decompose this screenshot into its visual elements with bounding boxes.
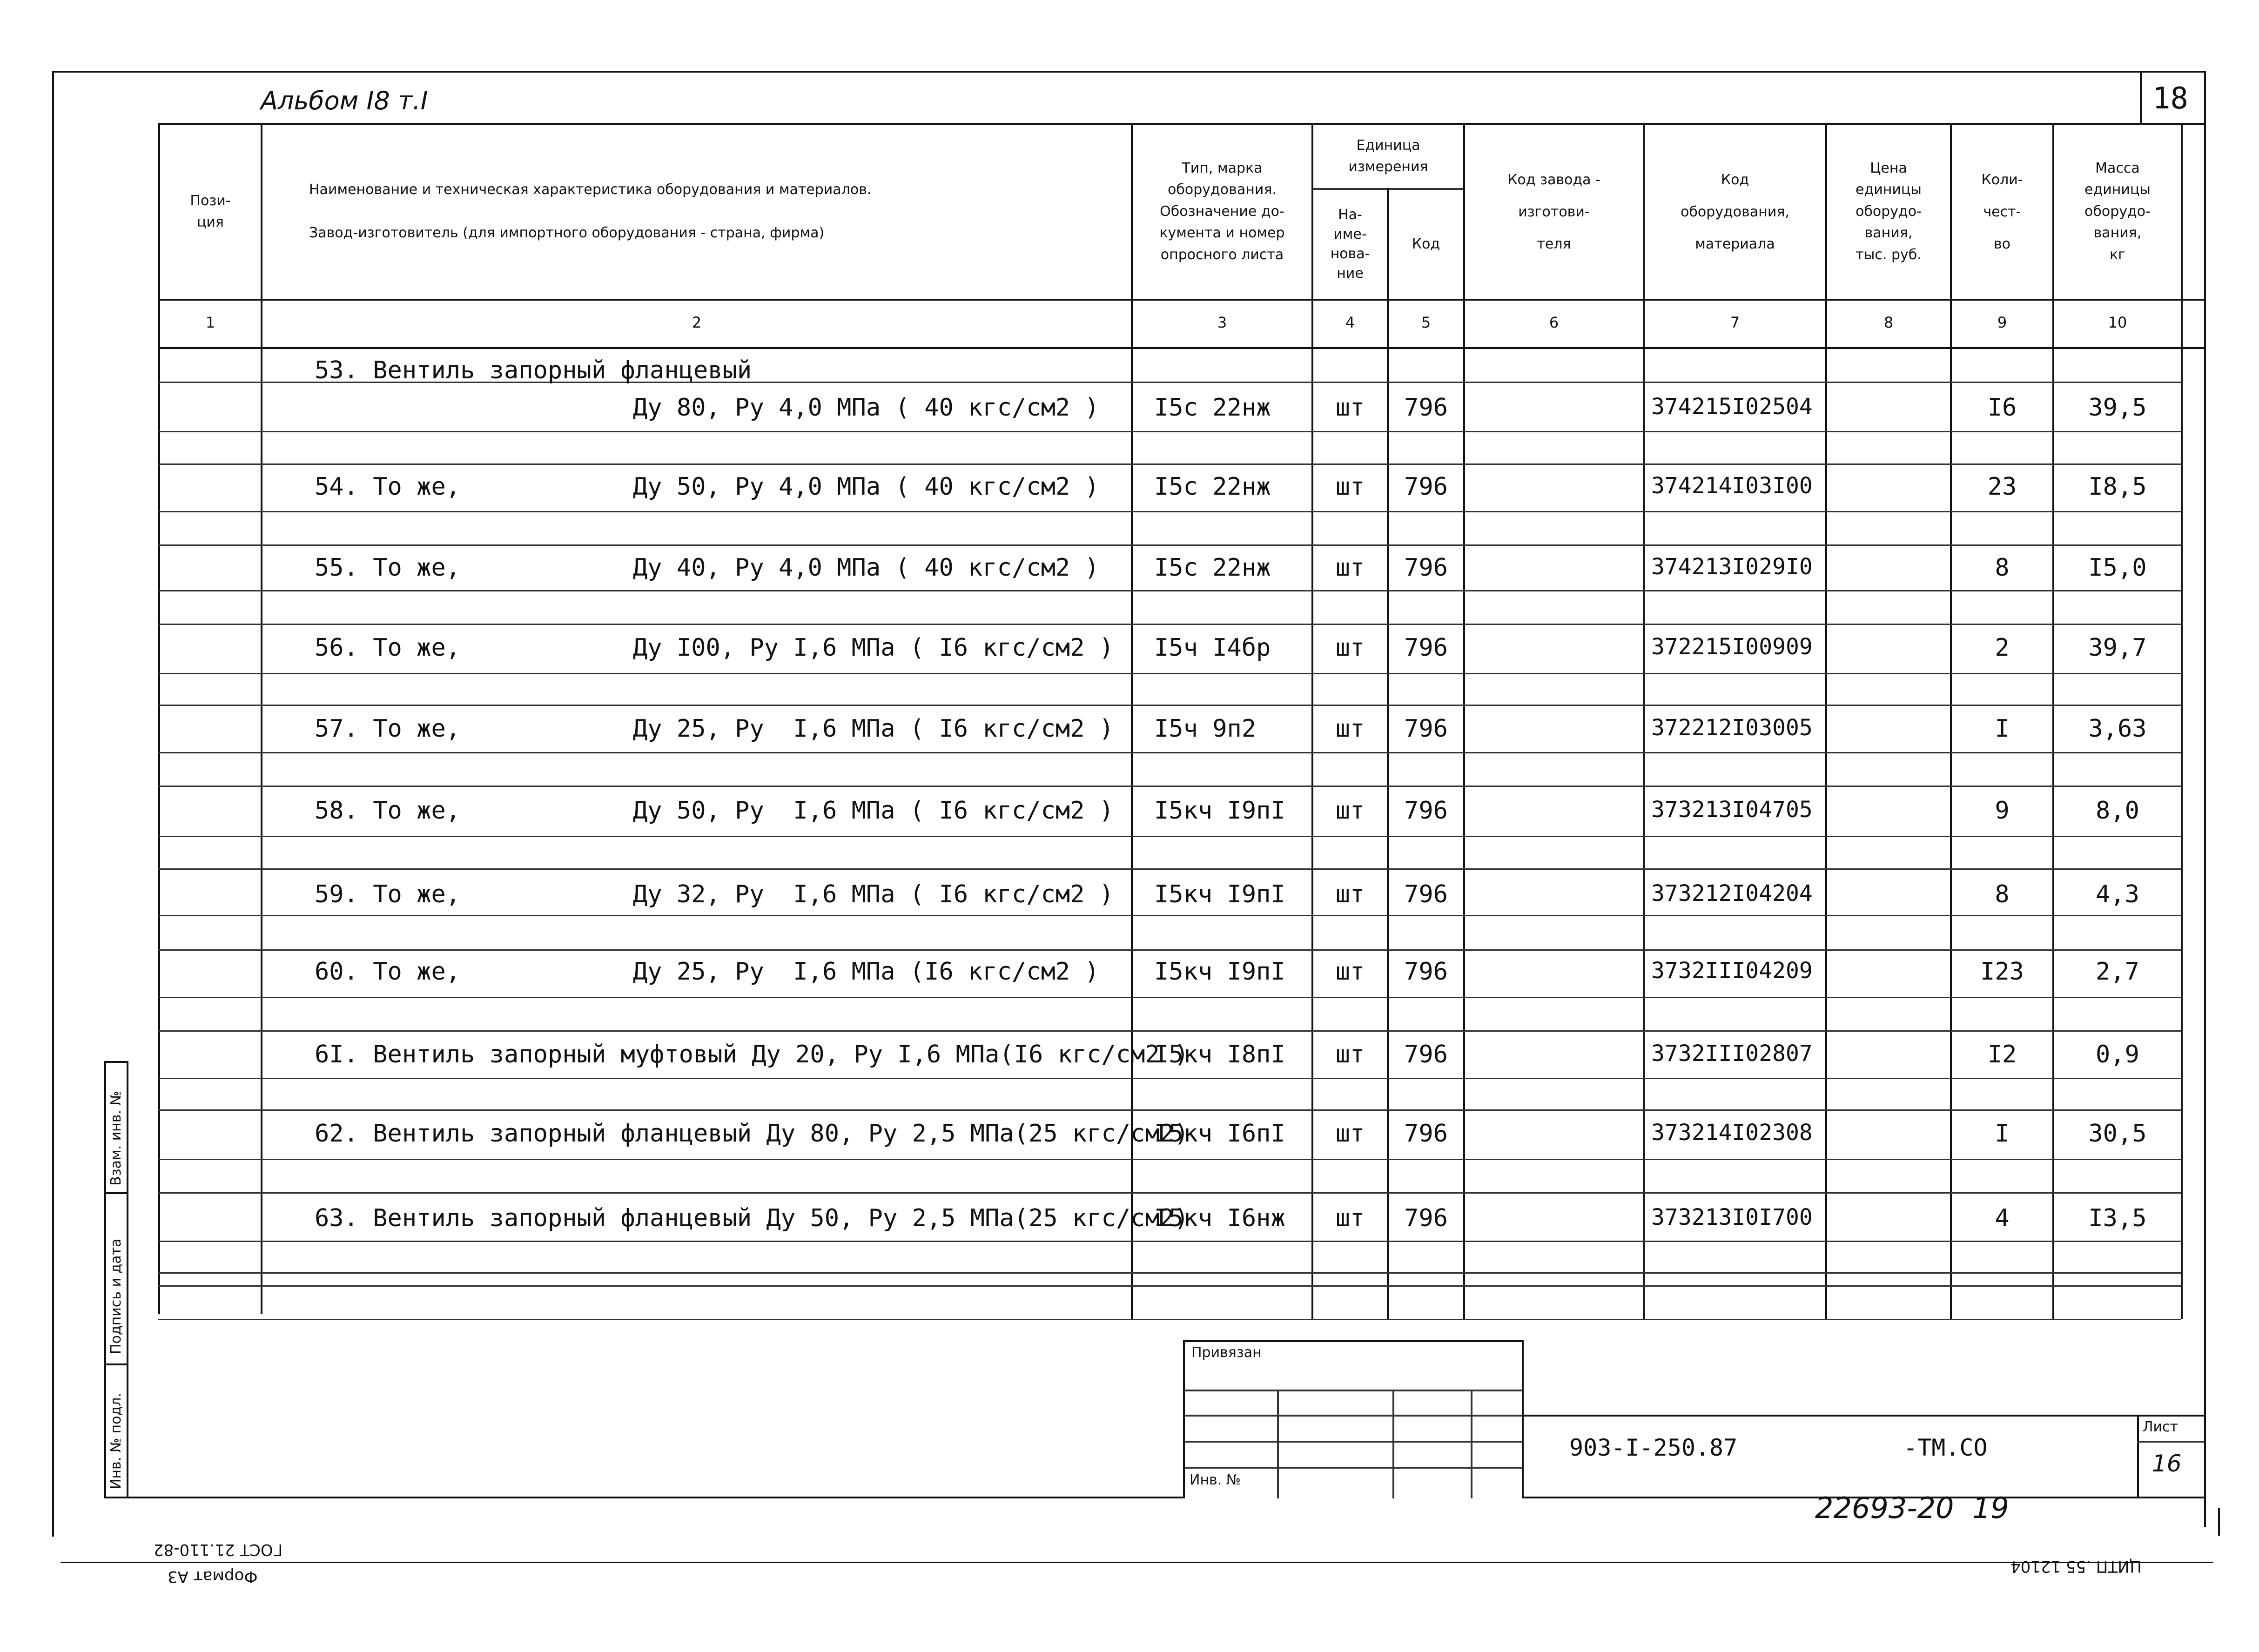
row-53-type: I5с 22нж xyxy=(1154,394,1271,422)
row-59-unit: шт xyxy=(1335,880,1365,908)
colnum-2: 2 xyxy=(692,314,702,331)
row-54-unit: шт xyxy=(1335,473,1365,501)
row-61-code: 3732III02807 xyxy=(1651,1041,1813,1067)
row-56-unit: шт xyxy=(1335,634,1365,662)
row-55-spec: Ду 40, Ру 4,0 МПа ( 40 кгс/см2 ) xyxy=(633,554,1099,582)
row-56-spec: Ду I00, Ру I,6 МПа ( I6 кгс/см2 ) xyxy=(633,634,1114,662)
row-58-qty: 9 xyxy=(1995,797,2010,825)
row-separator xyxy=(158,949,2181,951)
row-separator xyxy=(158,868,2181,870)
sheet-label: Лист xyxy=(2143,1419,2178,1435)
col-line-1 xyxy=(261,123,262,1314)
side-strip-sep2 xyxy=(104,1363,128,1365)
row-53-unit: шт xyxy=(1335,394,1365,422)
row-57-unit: шт xyxy=(1335,715,1365,743)
side-strip-bottom xyxy=(104,1497,128,1498)
frame-top xyxy=(185,71,2205,73)
row-54-ucode: 796 xyxy=(1404,473,1448,501)
row-56-type: I5ч I4бр xyxy=(1154,634,1271,662)
row-60-qty: I23 xyxy=(1980,958,2024,986)
row-54-name: 54. То же, xyxy=(315,473,461,501)
colnum-8: 8 xyxy=(1883,314,1894,331)
colnum-10: 10 xyxy=(2108,314,2127,331)
header-col-5: Код xyxy=(1412,235,1440,252)
row-57-ucode: 796 xyxy=(1404,715,1448,743)
row-56-qty: 2 xyxy=(1995,634,2010,662)
row-60-type: I5кч I9пI xyxy=(1154,958,1285,986)
format-line xyxy=(61,1562,2213,1563)
handwritten-code: 22693-20 19 xyxy=(1815,1491,2009,1525)
colnum-6: 6 xyxy=(1549,314,1559,331)
sheet-number: 16 xyxy=(2152,1450,2182,1477)
row-separator xyxy=(158,511,2181,512)
row-56-name: 56. То же, xyxy=(315,634,461,662)
row-55-qty: 8 xyxy=(1995,554,2010,582)
side-label-vzam: Взам. инв. № xyxy=(108,1091,124,1186)
row-60-spec: Ду 25, Ру I,6 МПа (I6 кгс/см2 ) xyxy=(633,958,1099,986)
row-62-unit: шт xyxy=(1335,1120,1365,1148)
row-63-ucode: 796 xyxy=(1404,1204,1448,1232)
row-53-mass: 39,5 xyxy=(2088,394,2147,422)
row-57-mass: 3,63 xyxy=(2088,715,2147,743)
header-col-10: Масса единицы оборудо- вания, кг xyxy=(2084,160,2151,263)
row-55-unit: шт xyxy=(1335,554,1365,582)
row-separator xyxy=(158,786,2181,787)
row-separator xyxy=(158,1078,2181,1079)
row-57-spec: Ду 25, Ру I,6 МПа ( I6 кгс/см2 ) xyxy=(633,715,1114,743)
row-58-mass: 8,0 xyxy=(2096,797,2139,825)
header-col-7: Код оборудования, материала xyxy=(1681,171,1789,252)
row-separator xyxy=(158,1159,2181,1160)
row-56-ucode: 796 xyxy=(1404,634,1448,662)
stamp-v1 xyxy=(1277,1391,1279,1498)
row-separator xyxy=(158,463,2181,465)
row-59-mass: 4,3 xyxy=(2096,880,2139,908)
format-label: Формат А3 xyxy=(168,1567,258,1586)
sheet-box-sep xyxy=(2137,1441,2204,1443)
stamp-left xyxy=(1183,1340,1185,1498)
side-strip-top xyxy=(104,1061,128,1063)
row-separator xyxy=(158,836,2181,837)
row-61-unit: шт xyxy=(1335,1041,1365,1068)
gost-label: ГОСТ 21.110-82 xyxy=(154,1540,283,1559)
row-63-type: I5кч I6нж xyxy=(1154,1204,1285,1232)
stamp-v2 xyxy=(1392,1391,1394,1498)
colnum-9: 9 xyxy=(1997,314,2007,331)
row-separator xyxy=(158,590,2181,591)
table-colnum-bottom xyxy=(158,347,2204,349)
row-60-mass: 2,7 xyxy=(2096,958,2139,986)
row-62-ucode: 796 xyxy=(1404,1120,1448,1148)
row-63-code: 373213I0I700 xyxy=(1651,1204,1813,1230)
side-label-podpis: Подпись и дата xyxy=(108,1238,124,1354)
row-62-type: I5кч I6пI xyxy=(1154,1120,1285,1148)
row-62-qty: I xyxy=(1995,1120,2010,1148)
col-line-4 xyxy=(1387,188,1389,1319)
row-separator xyxy=(158,1241,2181,1242)
row-60-unit: шт xyxy=(1335,958,1365,986)
side-label-inv-podl: Инв. № подл. xyxy=(108,1393,124,1489)
header-col-9: Коли- чест- во xyxy=(1981,171,2023,252)
row-58-unit: шт xyxy=(1335,797,1365,825)
album-title: Альбом I8 т.I xyxy=(261,86,428,115)
page-corner-number: 18 xyxy=(2152,81,2189,116)
row-separator xyxy=(158,997,2181,998)
row-58-name: 58. То же, xyxy=(315,797,461,825)
row-57-qty: I xyxy=(1995,715,2010,743)
row-60-name: 60. То же, xyxy=(315,958,461,986)
row-54-mass: I8,5 xyxy=(2088,473,2147,501)
row-separator xyxy=(158,915,2181,916)
row-63-mass: I3,5 xyxy=(2088,1204,2147,1232)
col-line-0 xyxy=(158,123,160,1314)
frame-top-left xyxy=(52,71,187,73)
row-63-name: 63. Вентиль запорный фланцевый Ду 50, Ру 2,5 МПа(25 кгс/см2) xyxy=(315,1204,1189,1232)
header-col-2: Наименование и техническая характеристика оборудования и материалов. Завод-изготовитель (для импортного оборудования - страна, фирма) xyxy=(309,181,872,242)
colnum-7: 7 xyxy=(1730,314,1740,331)
row-57-code: 372212I03005 xyxy=(1651,715,1813,741)
ciitp-label: ЦИТП .55 12104 xyxy=(2010,1557,2142,1576)
colnum-1: 1 xyxy=(205,314,215,331)
colnum-3: 3 xyxy=(1217,314,1227,331)
row-separator xyxy=(158,1285,2181,1287)
row-63-qty: 4 xyxy=(1995,1204,2010,1232)
stamp-privyazan: Привязан xyxy=(1191,1344,1262,1361)
frame-left xyxy=(52,71,54,1537)
row-53-code: 374215I02504 xyxy=(1651,394,1813,420)
row-58-ucode: 796 xyxy=(1404,797,1448,825)
row-63-unit: шт xyxy=(1335,1204,1365,1232)
row-separator xyxy=(158,1109,2181,1111)
row-separator xyxy=(158,752,2181,753)
row-separator xyxy=(158,624,2181,625)
frame-bottom-left xyxy=(127,1497,1183,1498)
colnum-4: 4 xyxy=(1345,314,1355,331)
row-53-spec: Ду 80, Ру 4,0 МПа ( 40 кгс/см2 ) xyxy=(633,394,1099,422)
header-col-3: Тип, марка оборудования. Обозначение до- кумента и номер опросного листа xyxy=(1159,160,1285,263)
right-tick-mark xyxy=(2218,1508,2220,1536)
header-col-8: Цена единицы оборудо- вания, тыс. руб. xyxy=(1856,160,1922,263)
row-62-code: 373214I02308 xyxy=(1651,1120,1813,1146)
stamp-top xyxy=(1183,1340,1524,1342)
row-61-type: I5кч I8пI xyxy=(1154,1041,1285,1068)
row-57-type: I5ч 9п2 xyxy=(1154,715,1257,743)
row-59-qty: 8 xyxy=(1995,880,2010,908)
title-block-top xyxy=(1522,1415,2204,1417)
row-62-name: 62. Вентиль запорный фланцевый Ду 80, Ру 2,5 МПа(25 кгс/см2) xyxy=(315,1120,1189,1148)
row-60-code: 3732III04209 xyxy=(1651,958,1813,984)
row-54-spec: Ду 50, Ру 4,0 МПа ( 40 кгс/см2 ) xyxy=(633,473,1099,501)
row-53-qty: I6 xyxy=(1987,394,2017,422)
row-59-spec: Ду 32, Ру I,6 МПа ( I6 кгс/см2 ) xyxy=(633,880,1114,908)
doc-code: 903-I-250.87 xyxy=(1569,1434,1738,1461)
row-61-name: 6I. Вентиль запорный муфтовый Ду 20, Ру I,6 МПа(I6 кгс/см2 ) xyxy=(315,1041,1189,1068)
row-separator xyxy=(158,1272,2181,1274)
colnum-5: 5 xyxy=(1421,314,1431,331)
row-58-type: I5кч I9пI xyxy=(1154,797,1285,825)
col-line-7 xyxy=(1825,123,1827,1319)
row-58-spec: Ду 50, Ру I,6 МПа ( I6 кгс/см2 ) xyxy=(633,797,1114,825)
row-separator xyxy=(158,705,2181,706)
row-59-type: I5кч I9пI xyxy=(1154,880,1285,908)
header-col-4: На- име- нова- ние xyxy=(1330,207,1370,282)
row-58-code: 373213I04705 xyxy=(1651,797,1813,823)
row-55-code: 374213I029I0 xyxy=(1651,554,1813,580)
row-61-ucode: 796 xyxy=(1404,1041,1448,1068)
table-header-bottom xyxy=(158,299,2204,301)
row-60-ucode: 796 xyxy=(1404,958,1448,986)
row-separator xyxy=(158,544,2181,546)
row-separator xyxy=(158,673,2181,674)
row-56-mass: 39,7 xyxy=(2088,634,2147,662)
stamp-right xyxy=(1522,1340,1524,1498)
side-strip-right xyxy=(127,1061,128,1498)
col-line-6 xyxy=(1643,123,1645,1319)
row-separator xyxy=(158,1319,2181,1320)
frame-right xyxy=(2204,71,2206,1527)
row-59-code: 373212I04204 xyxy=(1651,880,1813,907)
row-57-name: 57. То же, xyxy=(315,715,461,743)
row-55-mass: I5,0 xyxy=(2088,554,2147,582)
row-55-name: 55. То же, xyxy=(315,554,461,582)
col-line-5 xyxy=(1463,123,1465,1319)
row-55-type: I5с 22нж xyxy=(1154,554,1271,582)
side-strip-sep1 xyxy=(104,1192,128,1194)
corner-box-left xyxy=(2140,71,2142,124)
row-61-mass: 0,9 xyxy=(2096,1041,2139,1068)
row-54-qty: 23 xyxy=(1987,473,2017,501)
header-col-1: Пози- ция xyxy=(190,192,231,230)
row-separator xyxy=(158,431,2181,432)
header-col-6: Код завода - изготови- теля xyxy=(1507,171,1600,252)
row-separator xyxy=(158,1030,2181,1032)
stamp-v3 xyxy=(1471,1391,1472,1498)
col-line-10 xyxy=(2181,123,2183,1319)
row-61-qty: I2 xyxy=(1987,1041,2017,1068)
sheet-box-left xyxy=(2137,1415,2139,1498)
row-separator xyxy=(158,1192,2181,1194)
stamp-inv-no: Инв. № xyxy=(1190,1472,1241,1488)
side-strip-left xyxy=(104,1061,106,1498)
row-54-code: 374214I03I00 xyxy=(1651,473,1813,499)
doc-suffix: -ТМ.СО xyxy=(1903,1434,1988,1461)
row-53-name: 53. Вентиль запорный фланцевый xyxy=(315,356,752,384)
row-59-name: 59. То же, xyxy=(315,880,461,908)
row-59-ucode: 796 xyxy=(1404,880,1448,908)
row-62-mass: 30,5 xyxy=(2088,1120,2147,1148)
row-54-type: I5с 22нж xyxy=(1154,473,1271,501)
row-53-ucode: 796 xyxy=(1404,394,1448,422)
row-55-ucode: 796 xyxy=(1404,554,1448,582)
row-56-code: 372215I00909 xyxy=(1651,634,1813,660)
header-unit-group: Единица измерения xyxy=(1348,137,1428,175)
